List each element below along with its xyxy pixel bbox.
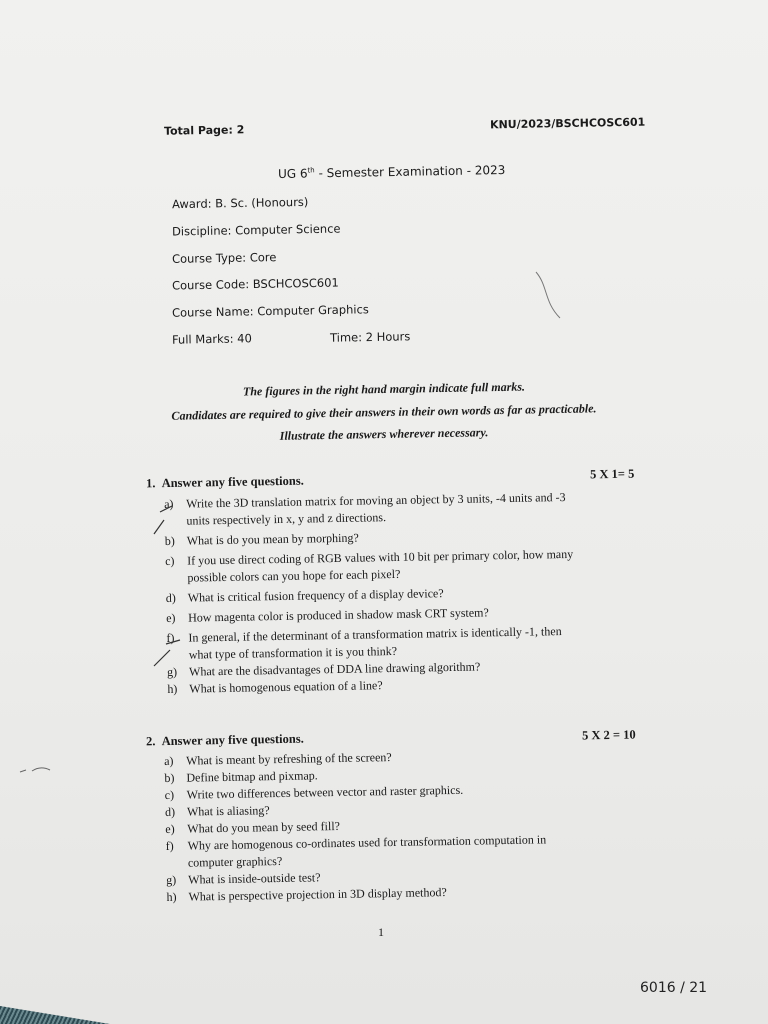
paper-code: KNU/2023/BSCHCOSC601 <box>489 115 646 132</box>
section-2-list <box>164 745 647 906</box>
list-item: d) What is aliasing? <box>164 803 270 819</box>
list-item: d) What is critical fusion frequency of a display device? <box>165 586 444 605</box>
list-item: e) What do you mean by seed fill? <box>165 818 341 836</box>
list-item: c) Write two differences between vector and raster graphics. <box>164 782 464 802</box>
list-item: e) How magenta color is produced in shadow mask CRT system? <box>166 605 489 625</box>
pen-smudge-mark <box>18 764 54 776</box>
list-item: b) What is do you mean by morphing? <box>164 530 359 548</box>
list-item: g) What are the disadvantages of DDA line drawing algorithm? <box>166 659 481 679</box>
pen-tick-mark <box>150 500 190 540</box>
pen-stroke-mark <box>530 268 570 323</box>
exam-time: Time: 2 Hours <box>329 329 411 345</box>
course-code: Course Code: BSCHCOSC601 <box>171 275 339 293</box>
list-item: c) If you use direct coding of RGB values with 10 bit per primary color, how many possible colors can you hope for each pixel? <box>165 546 574 585</box>
list-item: f) Why are homogenous co-ordinates used for transformation computation in computer graphics? <box>165 832 547 870</box>
section-2-marks: 5 X 2 = 10 <box>581 727 636 743</box>
list-item: h) What is perspective projection in 3D display method? <box>166 885 447 904</box>
total-page: Total Page: 2 <box>163 123 245 138</box>
pen-tick-mark <box>150 636 186 670</box>
list-item: a) Write the 3D translation matrix for moving an object by 3 units, -4 units and -3 units respectively in x, y and z directions. <box>164 489 566 528</box>
section-1-heading: 1. Answer any five questions. <box>145 473 304 491</box>
full-marks: Full Marks: 40 <box>171 331 252 347</box>
list-item: h) What is homogenous equation of a line? <box>167 678 383 696</box>
page-number: 1 <box>378 925 384 939</box>
list-item: f) In general, if the determinant of a transformation matrix is identically -1, then what type of transformation it is you think? <box>166 624 562 662</box>
instruction-2: Candidates are required to give their answers in their own words as far as practicable. <box>171 401 597 423</box>
list-item: g) What is inside-outside test? <box>166 870 321 887</box>
exam-title: UG 6th - Semester Examination - 2023 <box>277 163 506 181</box>
section-1-marks: 5 X 1= 5 <box>589 466 635 482</box>
list-item: a) What is meant by refreshing of the screen? <box>164 750 392 768</box>
section-1-list <box>164 488 647 698</box>
instruction-1: The figures in the right hand margin indicate full marks. <box>242 379 526 399</box>
section-2-heading: 2. Answer any five questions. <box>145 731 304 749</box>
table-corner-decoration <box>0 1006 110 1024</box>
instruction-3: Illustrate the answers wherever necessary. <box>279 425 489 443</box>
list-item: b) Define bitmap and pixmap. <box>164 768 318 785</box>
stamp-number: 6016 / 21 <box>640 980 708 996</box>
award: Award: B. Sc. (Honours) <box>171 194 309 212</box>
course-name: Course Name: Computer Graphics <box>171 302 369 320</box>
course-type: Course Type: Core <box>171 250 277 266</box>
discipline: Discipline: Computer Science <box>171 221 341 239</box>
